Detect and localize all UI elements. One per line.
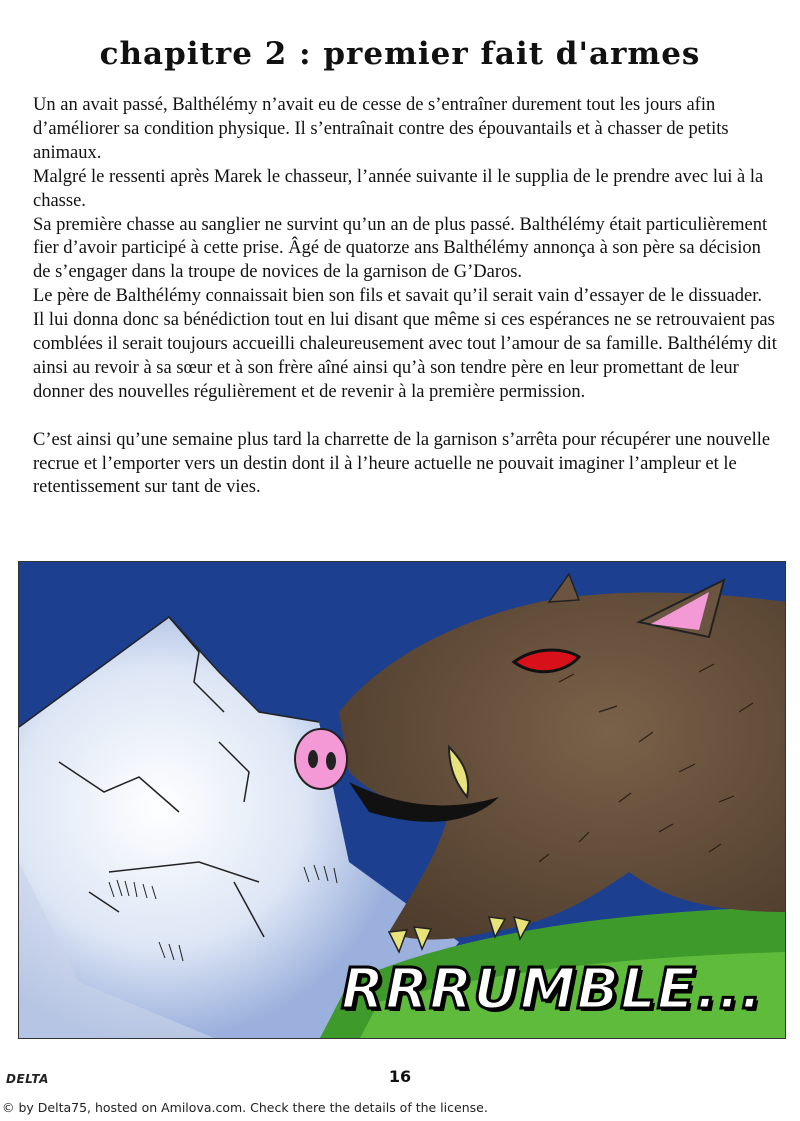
page-number: 16 [388, 1067, 412, 1086]
copyright-notice: © by Delta75, hosted on Amilova.com. Check there the details of the license. [2, 1100, 488, 1115]
paragraph-gap [33, 405, 778, 429]
paragraph: Un an avait passé, Balthélémy n’avait eu de cesse de s’entraîner durement tout les jours afin d’améliorer sa condition physique. Il s’entraînait contre des épouvantails et à chasser de petits animaux. [33, 95, 729, 163]
artist-signature: DELTA [6, 1072, 49, 1086]
boar-illustration [18, 561, 786, 1039]
story-text [33, 94, 778, 500]
paragraph: Le père de Balthélémy connaissait bien son fils et savait qu’il serait vain d’essayer de le dissuader. [33, 286, 762, 307]
sound-effect: RRRUMBLE... [340, 957, 763, 1022]
chapter-title: chapitre 2 : premier fait d'armes [99, 36, 701, 72]
nostril [308, 750, 318, 768]
paragraph: C’est ainsi qu’une semaine plus tard la charrette de la garnison s’arrêta pour récupérer une nouvelle recrue et l’emporter vers un destin dont il à l’heure actuelle ne pouvait imaginer l’ampleur et le retentissement sur tant de vies. [33, 429, 771, 498]
snout [295, 729, 347, 789]
paragraph: Malgré le ressenti après Marek le chasseur, l’année suivante il le supplia de le prendre avec lui à la chasse. [33, 166, 764, 211]
paragraph: Sa première chasse au sanglier ne survint qu’un an de plus passé. Balthélémy était particulièrement fier d’avoir participé à cette prise. Âgé de quatorze ans Balthélémy annonça à son père sa décision de s’engager dans la troupe de novices de la garnison de G’Daros. [33, 214, 768, 283]
nostril [326, 752, 336, 770]
paragraph: Il lui donna donc sa bénédiction tout en lui disant que même si ces espérances ne se retrouvaient pas comblées il serait toujours accueilli chaleureusement avec tout l’amour de sa famille. Balthélémy dit ainsi au revoir à sa sœur et à son frère aîné ainsi qu’à son tendre père en leur promettant de leur donner des nouvelles régulièrement et de revenir à la première permission. [33, 310, 777, 402]
